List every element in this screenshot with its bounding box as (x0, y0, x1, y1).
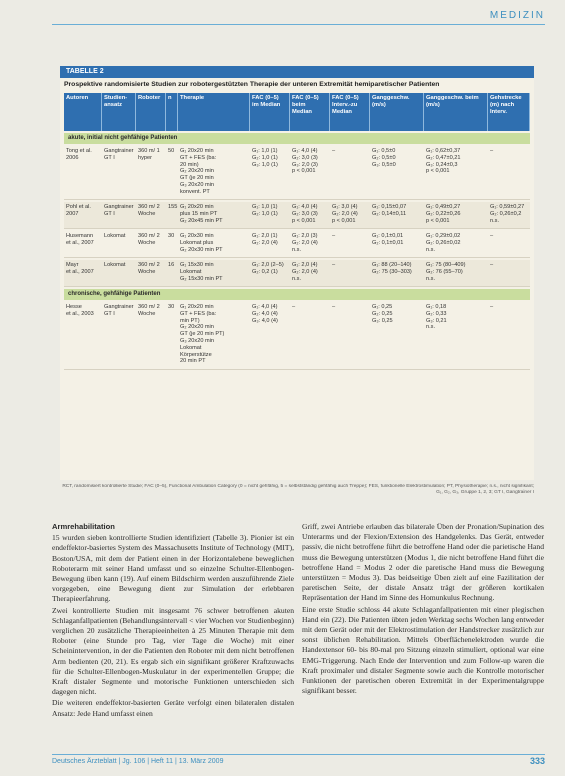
table-cell: G₁: 0,59±0,27 G₂: 0,26±0,2 n.s. (490, 204, 525, 224)
column-header: Roboter (136, 93, 166, 131)
table-cell: G₁: 4,0 (4) G₂: 4,0 (4) G₃: 4,0 (4) (252, 304, 278, 324)
column-header: Therapie (178, 93, 250, 131)
table-caption: Prospektive randomisierte Studien zur robotergestützten Therapie der unteren Extremität hemiparetischer Patienten (64, 81, 440, 88)
table-cell: G₁ 20x20 min GT + FES (ba: 20 min) G₂ 20x20 min GT (je 20 min G₃ 20x20 min konvent. PT (180, 148, 217, 195)
column-header: Studien-ansatz (102, 93, 136, 131)
table-cell: G₁: 0,1±0,01 G₂: 0,1±0,01 (372, 233, 404, 246)
table-cell: G₁: 2,0 (2–5) G₂: 0,2 (1) (252, 262, 284, 275)
table-cell: Pohl et al. 2007 (66, 204, 91, 217)
table-cell: 360 m/ 2 Woche (138, 233, 160, 246)
column-header: Gehstrecke (m) nach Interv. (488, 93, 530, 131)
table-row (64, 146, 530, 200)
table-cell: – (332, 304, 336, 310)
table-cell: G₁: 1,0 (1) G₂: 1,0 (1) G₃: 1,0 (1) (252, 148, 278, 168)
table-cell: 360 m/ 2 Woche (138, 304, 160, 317)
table-cell: G₁: 75 (80–409) G₂: 76 (55–70) n.s. (426, 262, 466, 282)
table-cell: 16 (168, 262, 175, 268)
table-cell: – (490, 262, 494, 268)
table-cell: 30 (168, 233, 175, 239)
table-cell: 360 m/ 2 Woche (138, 262, 160, 275)
table-cell: Mayr et al., 2007 (66, 262, 94, 275)
table-cell: 360 m/ 2 Woche (138, 204, 160, 217)
table-group-row: chronische, gehfähige Patienten (64, 289, 530, 300)
table-cell: 50 (168, 148, 175, 154)
body-column-right (302, 522, 544, 752)
table-cell: G₁: 1,0 (1) G₂: 1,0 (1) (252, 204, 278, 217)
table-cell: – (332, 262, 336, 268)
column-header: Autoren (64, 93, 102, 131)
table-cell: G₁: 0,15±0,07 G₂: 0,14±0,11 (372, 204, 407, 217)
table-cell: Lokomat (104, 262, 126, 268)
body-paragraph: Griff, zwei Antriebe erlauben das bilaterale Üben der Pronation/Supination des Unterarms und der Flexion/Extension des Handgelenks. Das Gerät, entweder passiv, die nicht betroffene führt die betroffene Hand oder die parietische Hand muss die Bewegung unterstützen (Modus 1, die nicht betroffene Hand führt die betroffene Hand = Modus 2 oder die paretische Hand muss die Bewegung unterstützen = Modus 3). Das beidseitige Üben zielt auf eine Fazilitation der paretischen Seite, der distale Ansatz trägt der größeren kortikalen Repräsentation der Hand im Sinne des Homunkulus Rechnung. (302, 522, 544, 603)
table-cell: Gangtrainer GT I (104, 204, 134, 217)
table-cell: G₁: 0,25 G₂: 0,25 G₃: 0,25 (372, 304, 393, 324)
table-cell: G₁ 20x20 min plus 15 min PT G₂ 20x45 min PT (180, 204, 223, 224)
table-cell: – (490, 148, 494, 154)
table-cell: G₁: 0,49±0,27 G₂: 0,22±0,26 p < 0,001 (426, 204, 461, 224)
body-paragraph: Die weiteren endeffektor-basierten Geräte verfolgt einen bilateralen distalen Ansatz: Jede Hand umfasst einen (52, 698, 294, 718)
table-cell: – (490, 233, 494, 239)
table-cell: Tong et al. 2006 (66, 148, 92, 161)
top-rule (52, 24, 545, 25)
table-row (64, 260, 530, 287)
table-tag: TABELLE 2 (60, 66, 534, 78)
column-header: Ganggeschw. beim (m/s) (424, 93, 488, 131)
table-row (64, 231, 530, 258)
table-cell: G₁: 3,0 (4) G₂: 2,0 (4) p < 0,001 (332, 204, 358, 224)
journal-reference: Deutsches Ärzteblatt | Jg. 106 | Heft 11 | 13. März 2009 (52, 758, 224, 765)
table-group-row: akute, initial nicht gehfähige Patienten (64, 133, 530, 144)
body-paragraph: Zwei kontrollierte Studien mit insgesamt 76 schwer betroffenen akuten Schlaganfallpatienten (Behandlungsintervall < vier Wochen vor Studienbeginn) verglichen 20 zusätzliche Therapieeinheiten à 25 Minuten Therapie mit dem Roboter (eine Stunde pro Tag, vier Tage die Woche) mit einer Scheinintervention, in der die Patienten den Roboter mit dem nicht betroffenen Arm bedienten (20, 21). Es ergab sich ein signifikant größerer Kraftzuwachs für die Schulter-Ellenbogen-Muskulatur in der experimentellen Gruppe; die Kraft distaler Segmente und motorische Funktionen unterschieden sich dagegen nicht. (52, 605, 294, 697)
table-cell: G₁: 4,0 (4) G₂: 3,0 (3) G₃: 2,0 (3) p < 0,001 (292, 148, 318, 175)
body-paragraph: 15 wurden sieben kontrollierte Studien identifiziert (Tabelle 3). Pionier ist ein endeffektor-basiertes System des Massachusetts Institute of Technology (MIT), Boston/USA, mit dem der Patient einen in der Horizontalebene beweglichen Roboterarm mit seiner Hand umfasst und so einzelne Schulter-Ellenbogen-Bewegung üben kann (19). Auf einem Bildschirm werden auszuführende Ziele vorgegeben, eine Bewegung dient zur Simulation der erlebbaren Therapieerfahrung. (52, 533, 294, 604)
body-paragraph: Eine erste Studie schloss 44 akute Schlaganfallpatienten mit einer plegischen Hand ein (22). Die Patienten übten jeden Werktag sechs Wochen lang entweder mit dem Gerät oder mit der Elektrostimulation der Handstrecker zusätzlich zur sonst üblichen Rehabilitation. Mittels Oberflächenelektroden wurde die Handextensor 60- bis 80-mal pro Sitzung einzeln stimuliert, optional war eine EMG-Triggerung. Nach Ende der Intervention und zum Follow-up waren die Kraft proximaler und distaler Segmente sowie auch die Kontrolle motorischer Funktionen der paretischen oberen Extremität in der Experimentalgruppe signifikant besser. (302, 604, 544, 696)
column-header: FAC (0–5) im Median (250, 93, 290, 131)
table-cell: – (292, 304, 296, 310)
page-number: 333 (529, 756, 545, 766)
table-footnote: RCT, randomisiert kontrollierte Studie; FAC (0–5), Functional Ambulation Category (0 = nicht gehfähig, 5 = selbstständig gehfähig auch Treppe); FES, funktionelle Elektrostimulation; PT, Physiotherapie; n.s., nicht signifikant; G₁, G₂, G₃, Gruppe 1, 2, 3; GT I, Gangtrainer I (62, 484, 534, 496)
body-column-left (52, 522, 294, 752)
table-cell: Gangtrainer GT I (104, 304, 134, 317)
table-cell: G₁: 0,29±0,02 G₂: 0,26±0,02 n.s. (426, 233, 461, 253)
table-cell: G₁: 2,0 (1) G₂: 2,0 (4) (252, 233, 278, 246)
table-cell: – (332, 233, 336, 239)
table-cell: Gangtrainer GT I (104, 148, 134, 161)
table-cell: 360 m/ 1 hyper (138, 148, 160, 161)
table-cell: Lokomat (104, 233, 126, 239)
section-label: MEDIZIN (489, 10, 545, 21)
table-cell: – (332, 148, 336, 154)
table-cell: G₁: 0,18 G₂: 0,33 G₃: 0,21 n.s. (426, 304, 447, 331)
table-cell: G₁: 0,5±0 G₂: 0,5±0 G₃: 0,5±0 (372, 148, 396, 168)
table-cell: G₁: 4,0 (4) G₂: 3,0 (3) p < 0,001 (292, 204, 318, 224)
table-cell: Hesse et al., 2003 (66, 304, 94, 317)
table-cell: G₁: 2,0 (3) G₂: 2,0 (4) n.s. (292, 233, 318, 253)
table-cell: – (490, 304, 494, 310)
table-cell: G₁ 15x30 min Lokomat G₂ 15x30 min PT (180, 262, 223, 282)
column-header: Ganggeschw. (m/s) (370, 93, 424, 131)
column-header: FAC (0–5) Interv.-zu Median (330, 93, 370, 131)
column-header: FAC (0–5) beim Median (290, 93, 330, 131)
section-subheading: Armrehabilitation (52, 522, 115, 531)
column-header: n (166, 93, 178, 131)
table-row (64, 202, 530, 229)
table-cell: G₁: 2,0 (4) G₂: 2,0 (4) n.s. (292, 262, 318, 282)
table-cell: Husemann et al., 2007 (66, 233, 94, 246)
table-cell: 155 (168, 204, 178, 210)
table-box (60, 66, 534, 480)
table-cell: G₁: 88 (20–140) G₂: 75 (30–303) (372, 262, 412, 275)
table-row (64, 302, 530, 370)
table-cell: G₁ 20x30 min Lokomat plus G₂ 20x30 min PT (180, 233, 223, 253)
footer-rule (52, 754, 545, 755)
table-cell: G₁ 20x20 min GT + FES (ba: min PT) G₂ 20x20 min GT (je 20 min PT) G₃ 20x20 min Lokomat Körperstütze 20 min PT (180, 304, 225, 365)
table-header-row (64, 93, 530, 131)
table-cell: G₁: 0,62±0,37 G₂: 0,47±0,21 G₃: 0,24±0,3 p < 0,001 (426, 148, 461, 175)
table-cell: 30 (168, 304, 175, 310)
